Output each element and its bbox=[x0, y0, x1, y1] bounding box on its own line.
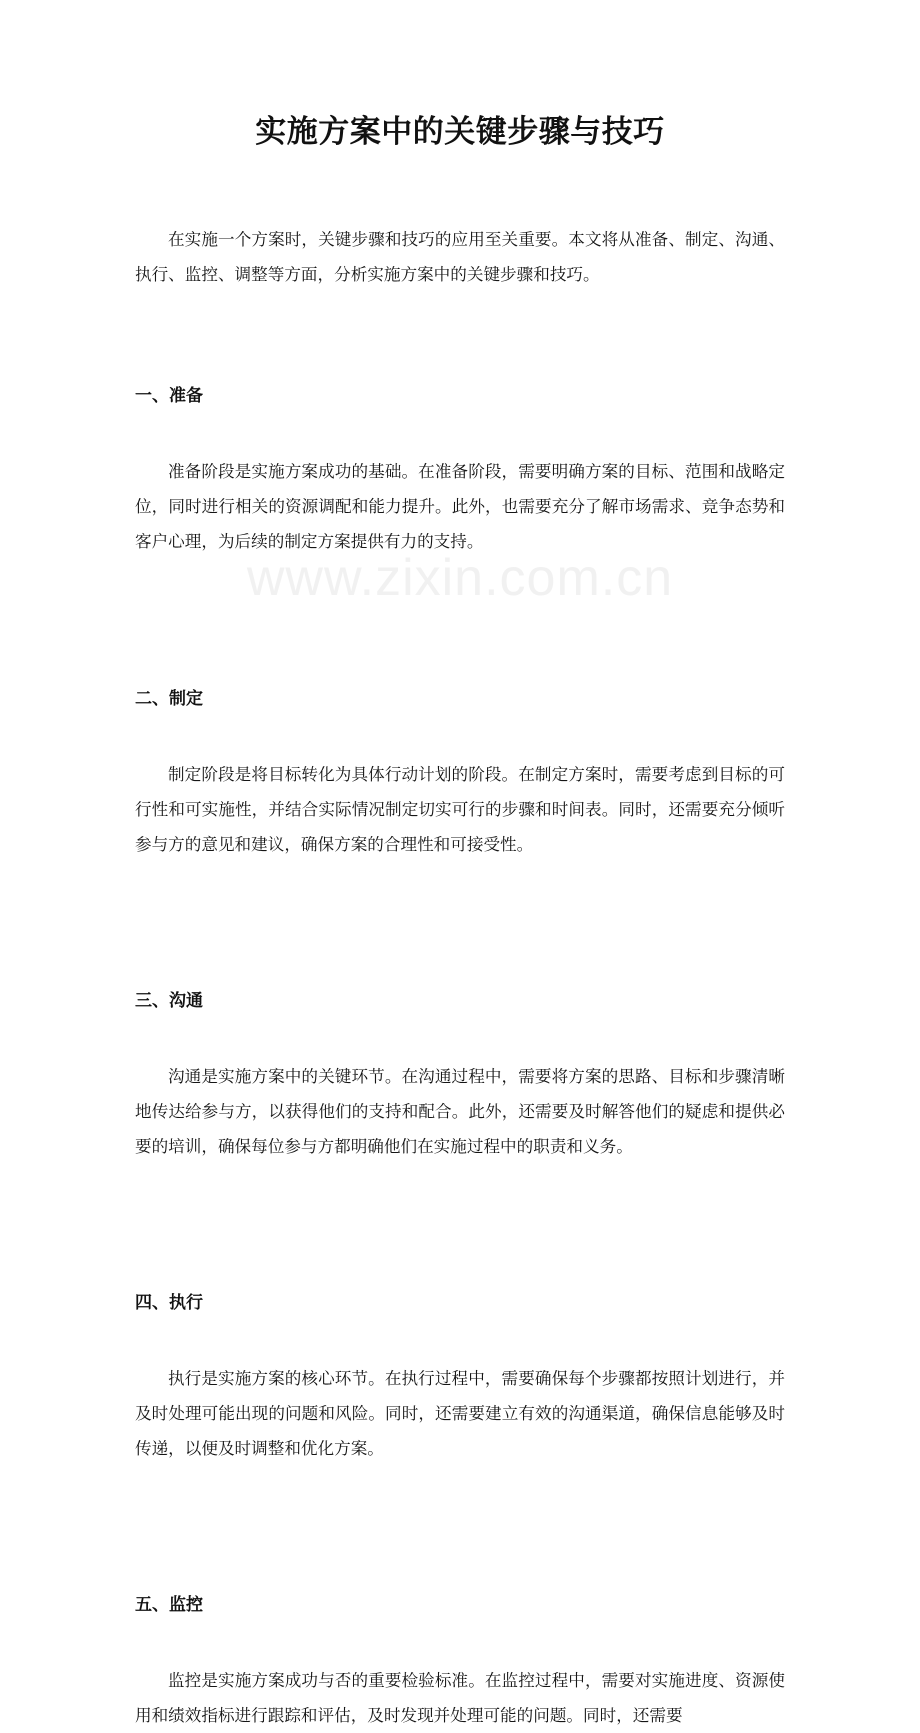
document-title: 实施方案中的关键步骤与技巧 bbox=[255, 114, 665, 150]
section-paragraph: 执行是实施方案的核心环节。在执行过程中，需要确保每个步骤都按照计划进行，并及时处理可能出现的问题和风险。同时，还需要建立有效的沟通渠道，确保信息能够及时传递，以便及时调整和优化方案。 bbox=[135, 1369, 785, 1458]
section-paragraph: 沟通是实施方案中的关键环节。在沟通过程中，需要将方案的思路、目标和步骤清晰地传达给参与方，以获得他们的支持和配合。此外，还需要及时解答他们的疑虑和提供必要的培训，确保每位参与方都明确他们在实施过程中的职责和义务。 bbox=[135, 1067, 785, 1156]
intro-paragraph: 在实施一个方案时，关键步骤和技巧的应用至关重要。本文将从准备、制定、沟通、执行、监控、调整等方面，分析实施方案中的关键步骤和技巧。 bbox=[135, 230, 785, 284]
section-paragraph: 准备阶段是实施方案成功的基础。在准备阶段，需要明确方案的目标、范围和战略定位，同时进行相关的资源调配和能力提升。此外，也需要充分了解市场需求、竞争态势和客户心理，为后续的制定方案提供有力的支持。 bbox=[135, 462, 785, 551]
section-heading: 三、沟通 bbox=[135, 991, 203, 1011]
section-paragraph: 监控是实施方案成功与否的重要检验标准。在监控过程中，需要对实施进度、资源使用和绩效指标进行跟踪和评估，及时发现并处理可能的问题。同时，还需要 bbox=[135, 1671, 785, 1725]
section-heading: 一、准备 bbox=[135, 386, 203, 406]
section-heading: 四、执行 bbox=[135, 1293, 203, 1313]
watermark: www.zixin.com.cn bbox=[246, 549, 674, 607]
section-heading: 二、制定 bbox=[135, 689, 203, 709]
section-paragraph: 制定阶段是将目标转化为具体行动计划的阶段。在制定方案时，需要考虑到目标的可行性和可实施性，并结合实际情况制定切实可行的步骤和时间表。同时，还需要充分倾听参与方的意见和建议，确保方案的合理性和可接受性。 bbox=[135, 765, 785, 854]
section-heading: 五、监控 bbox=[135, 1595, 203, 1615]
